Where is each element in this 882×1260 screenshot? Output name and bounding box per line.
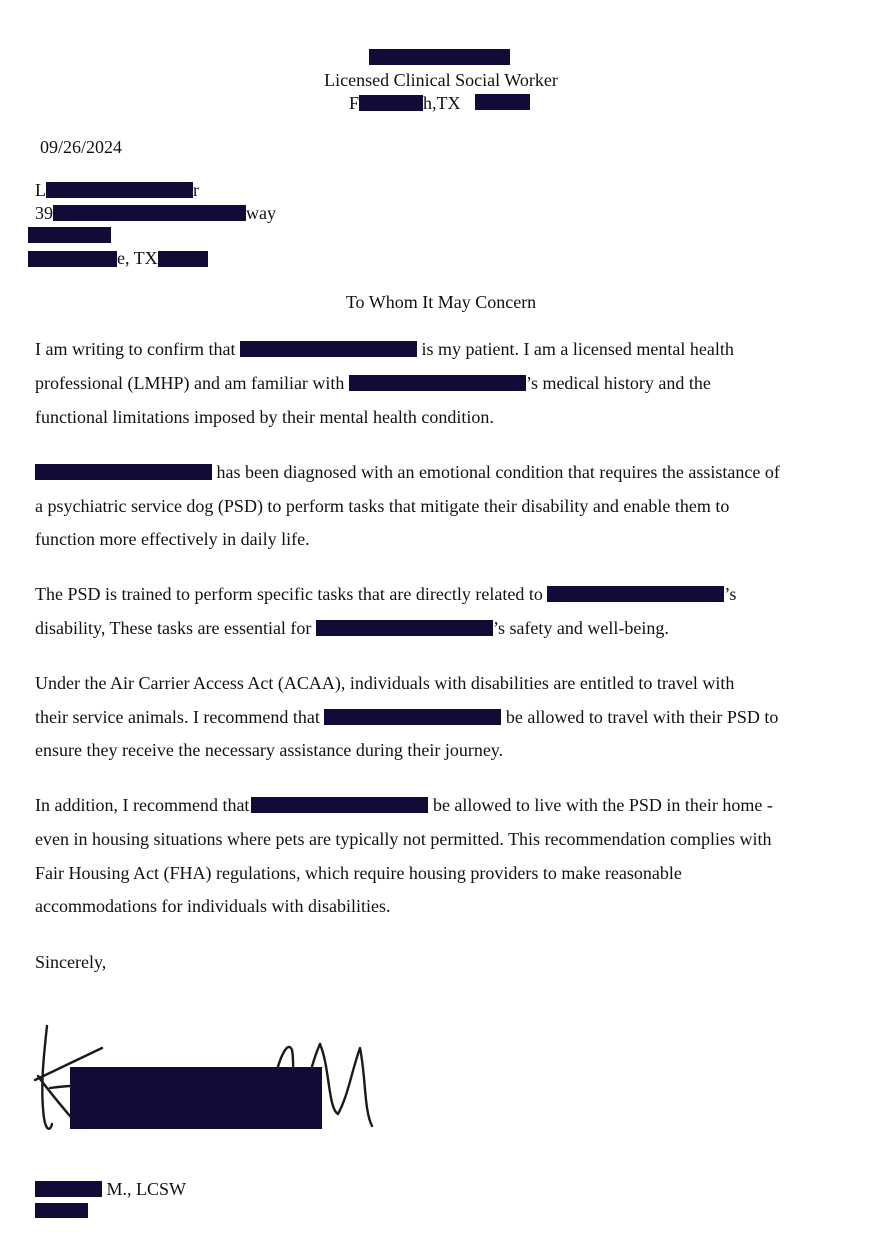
p5-line-4: accommodations for individuals with disabilities. <box>35 896 391 916</box>
p1-line-3: functional limitations imposed by their mental health condition. <box>35 407 494 427</box>
recipient-line-1 <box>35 179 199 201</box>
recipient-line-2-suffix: way <box>246 203 276 223</box>
p1-line-2-a: professional (LMHP) and am familiar with <box>35 373 345 393</box>
p5-line-1-b: be allowed to live with the PSD in their home - <box>432 795 773 815</box>
p3-line-1-b: ’s <box>724 584 737 604</box>
patient-name-redaction <box>35 464 212 480</box>
recipient-line-4 <box>117 247 158 269</box>
signer-license-redaction <box>35 1203 88 1218</box>
header-zip-redaction <box>475 94 530 110</box>
recipient-line-1-prefix: L <box>35 180 46 200</box>
header-name-redaction <box>369 49 510 65</box>
signature-redaction <box>70 1067 322 1129</box>
p1-line-1-a: I am writing to confirm that <box>35 339 236 359</box>
header-city-prefix: F <box>349 93 360 113</box>
p5-line-3: Fair Housing Act (FHA) regulations, which require housing providers to make reasonable <box>35 863 682 883</box>
recipient-line-4-redaction-b <box>158 251 208 267</box>
p4-line-1: Under the Air Carrier Access Act (ACAA), individuals with disabilities are entitled to travel with <box>35 673 735 693</box>
signature-icon <box>30 1018 390 1143</box>
recipient-line-2-prefix: 39 <box>35 203 53 223</box>
p3-line-2-a: disability, These tasks are essential for <box>35 618 312 638</box>
p2-line-1-b: has been diagnosed with an emotional condition that requires the assistance of <box>216 462 780 482</box>
salutation: To Whom It May Concern <box>345 292 537 312</box>
header-city-redaction <box>359 95 423 111</box>
header-city <box>349 92 461 114</box>
letter-date: 09/26/2024 <box>40 137 123 157</box>
recipient-line-3-redaction <box>28 227 111 243</box>
p3-line-2 <box>35 617 669 639</box>
p4-line-3: ensure they receive the necessary assistance during their journey. <box>35 740 504 760</box>
patient-name-redaction <box>349 375 526 391</box>
header-city-suffix: h,TX <box>423 93 461 113</box>
recipient-line-2-redaction <box>53 205 246 221</box>
p2-line-3: function more effectively in daily life. <box>35 529 310 549</box>
patient-name-redaction <box>240 341 417 357</box>
p1-line-1-b: is my patient. I am a licensed mental health <box>421 339 734 359</box>
p4-line-2 <box>35 706 778 728</box>
signer-name-suffix: M., LCSW <box>106 1179 187 1199</box>
p4-line-2-a: their service animals. I recommend that <box>35 707 320 727</box>
recipient-line-2 <box>35 202 276 224</box>
p2-line-2: a psychiatric service dog (PSD) to perform tasks that mitigate their disability and enable them to <box>35 496 730 516</box>
p3-line-1 <box>35 583 736 605</box>
p2-line-1 <box>35 461 780 483</box>
recipient-line-1-suffix: r <box>193 180 199 200</box>
patient-name-redaction <box>251 797 428 813</box>
p5-line-1-a: In addition, I recommend that <box>35 795 250 815</box>
recipient-line-1-redaction <box>46 182 193 198</box>
p1-line-1 <box>35 338 734 360</box>
p3-line-1-a: The PSD is trained to perform specific tasks that are directly related to <box>35 584 543 604</box>
p4-line-2-b: be allowed to travel with their PSD to <box>505 707 779 727</box>
header-title: Licensed Clinical Social Worker <box>324 70 558 90</box>
p3-line-2-b: ’s safety and well-being. <box>492 618 669 638</box>
recipient-line-4-suffix: e, TX <box>117 248 158 268</box>
p5-line-1 <box>35 794 773 816</box>
p5-line-2: even in housing situations where pets are typically not permitted. This recommendation complies with <box>35 829 772 849</box>
signer-first-name-redaction <box>35 1181 102 1197</box>
p1-line-2-b: ’s medical history and the <box>525 373 711 393</box>
patient-name-redaction <box>547 586 724 602</box>
recipient-line-4-redaction-a <box>28 251 117 267</box>
p1-line-2 <box>35 372 711 394</box>
closing: Sincerely, <box>35 952 107 972</box>
patient-name-redaction <box>324 709 501 725</box>
signer-name <box>35 1178 186 1200</box>
patient-name-redaction <box>316 620 493 636</box>
